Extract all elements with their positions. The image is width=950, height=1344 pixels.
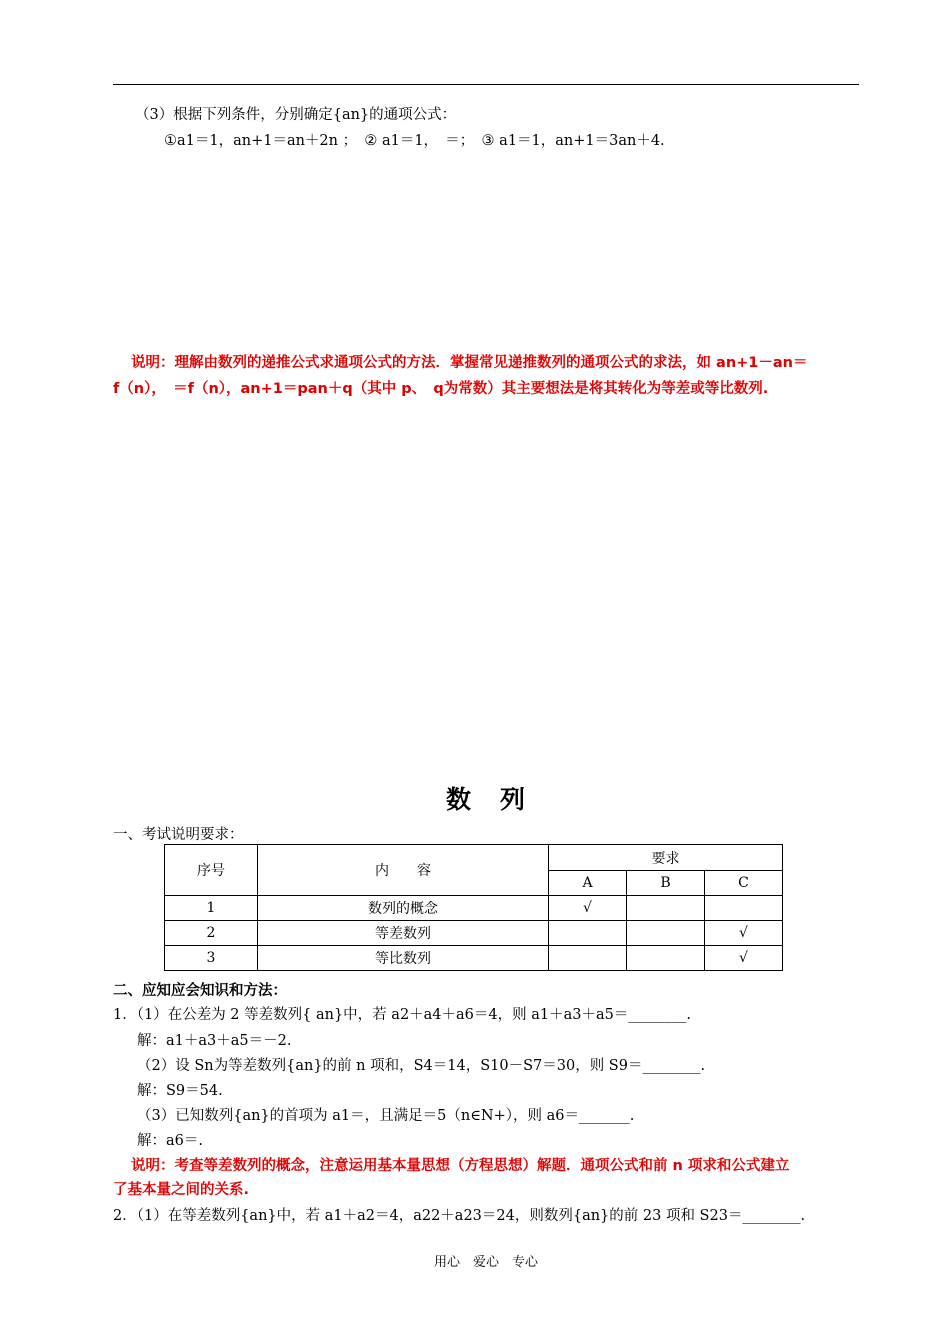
row-c: √ [705,921,783,946]
row-content: 等比数列 [258,946,549,971]
row-content: 数列的概念 [258,896,549,921]
section2-heading: 二、应知应会知识和方法： [113,983,287,999]
page-title: 数 列 [446,785,528,814]
q1-solution1: 解：a1＋a3＋a5＝－2. [137,1033,292,1049]
part3-header: （3）根据下列条件，分别确定{an}的通项公式： [135,107,457,123]
section1-heading: 一、考试说明要求： [113,827,244,843]
header-content: 内 容 [258,845,549,896]
row-no: 1 [165,896,258,921]
header-level-c: C [705,871,783,896]
row-b [627,946,705,971]
row-no: 2 [165,921,258,946]
table-row [165,896,783,921]
page-footer: 用心 爱心 专心 [434,1255,539,1270]
part3-conditions: ①a1＝1，an+1＝an＋2n ； ② a1＝1， ＝； ③ a1＝1，an+1＝3an＋4. [164,133,665,149]
q1-solution3: 解：a6＝. [137,1133,203,1149]
table-row [165,946,783,971]
requirements-table [164,844,783,971]
q1-part2: （2）设 Sn为等差数列{an}的前 n 项和，S4＝14，S10－S7＝30，则 S9＝________. [137,1058,706,1074]
q1-part3: （3）已知数列{an}的首项为 a1＝，且满足＝5（n∈N+），则 a6＝_______. [137,1108,635,1124]
q1-part1: 1．（1）在公差为 2 等差数列{ an}中，若 a2＋a4＋a6＝4，则 a1＋a3＋a5＝________. [113,1007,691,1023]
header-level-b: B [627,871,705,896]
note1-line2: f（n）， ＝f（n），an+1＝pan＋q（其中 p、 q为常数）其主要想法是将其转化为等差或等比数列. [113,381,769,397]
header-level-a: A [549,871,627,896]
q1-solution2: 解：S9＝54. [137,1083,223,1099]
q2-part1: 2．（1）在等差数列{an}中，若 a1＋a2＝4，a22＋a23＝24，则数列{an}的前 23 项和 S23＝________. [113,1208,806,1224]
header-rule [113,84,859,85]
header-no: 序号 [165,845,258,896]
note1-line1: 说明：理解由数列的递推公式求通项公式的方法．掌握常见递推数列的通项公式的求法，如 an+1－an＝ [131,355,808,371]
row-c [705,896,783,921]
row-a: √ [549,896,627,921]
row-content: 等差数列 [258,921,549,946]
row-c: √ [705,946,783,971]
note2-line1: 说明：考查等差数列的概念，注意运用基本量思想（方程思想）解题．通项公式和前 n 项求和公式建立 [131,1158,790,1174]
row-b [627,921,705,946]
note2-line2: 了基本量之间的关系. [113,1182,250,1198]
table-row [165,921,783,946]
row-b [627,896,705,921]
row-no: 3 [165,946,258,971]
row-a [549,946,627,971]
row-a [549,921,627,946]
header-requirement: 要求 [549,845,783,871]
